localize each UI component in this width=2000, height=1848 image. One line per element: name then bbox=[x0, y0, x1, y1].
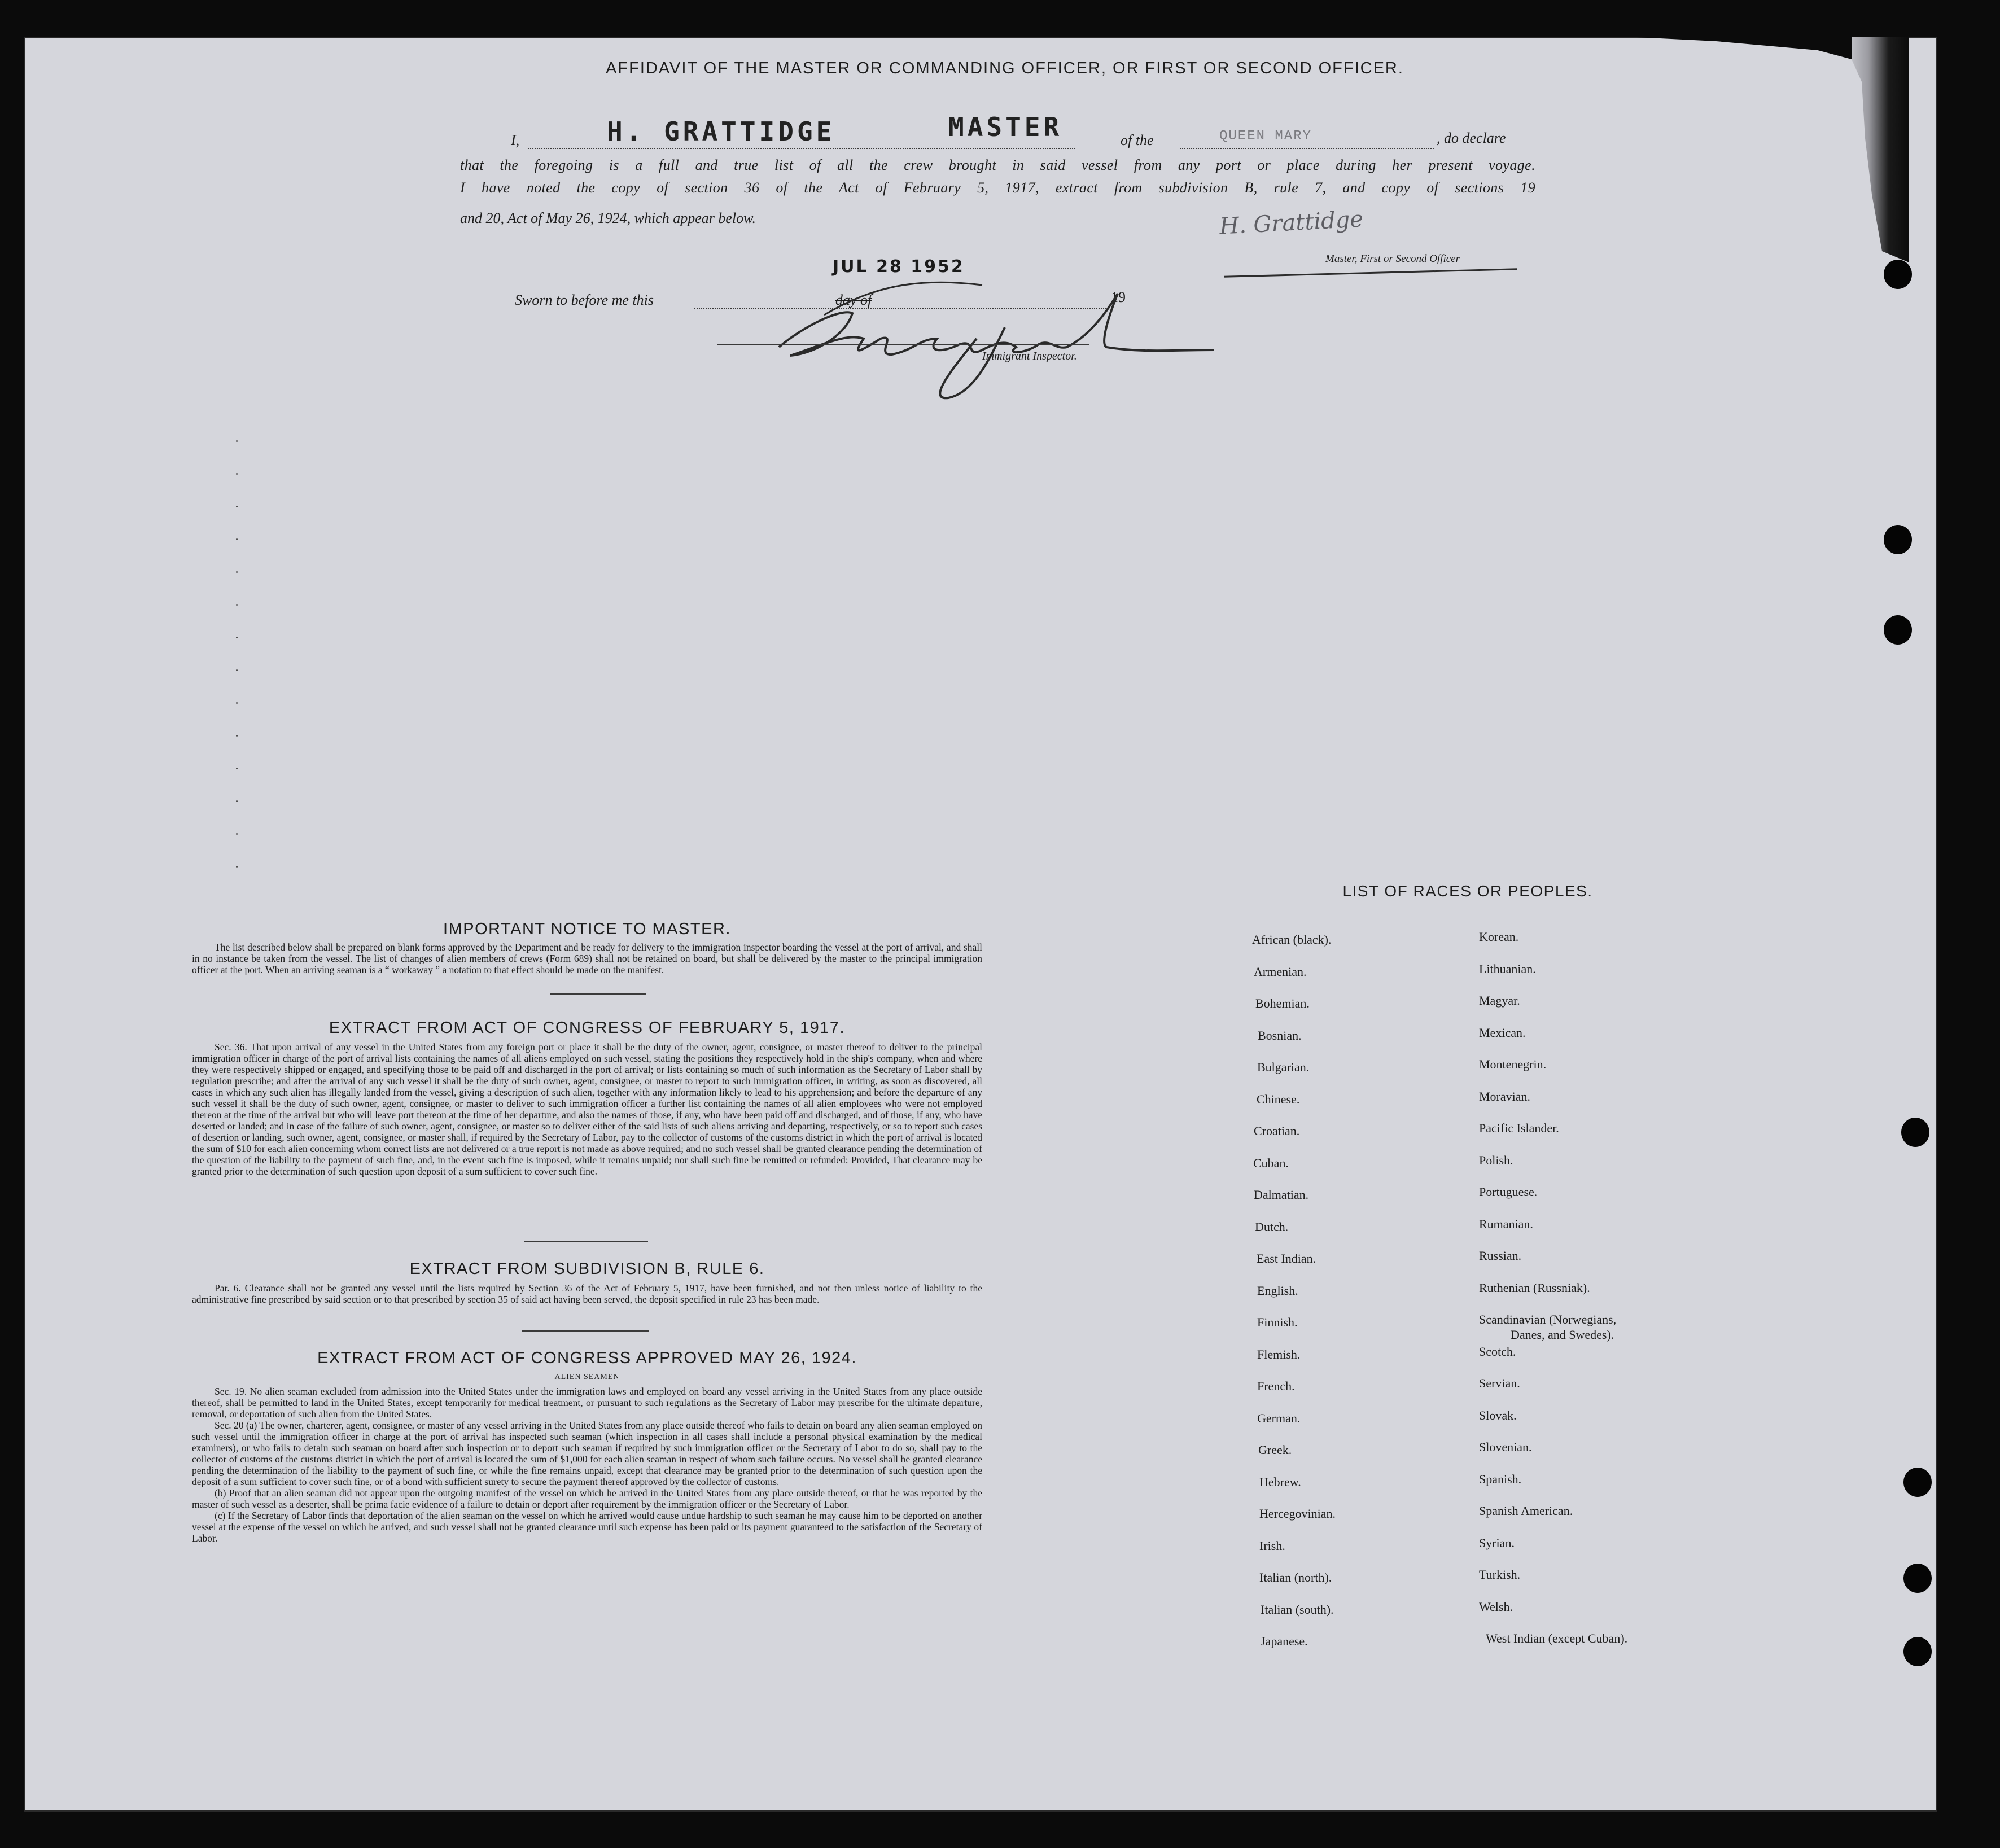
race-item: Montenegrin. bbox=[1479, 1057, 1547, 1071]
margin-dot bbox=[236, 473, 238, 475]
margin-dot bbox=[236, 702, 238, 704]
race-item: Slovak. bbox=[1479, 1408, 1517, 1422]
margin-dot bbox=[236, 440, 238, 442]
race-item: Spanish. bbox=[1479, 1472, 1522, 1486]
races-title: LIST OF RACES OR PEOPLES. bbox=[1342, 882, 1593, 900]
inspector-signature bbox=[711, 254, 1219, 412]
extract-1924-body bbox=[192, 1386, 982, 1544]
rule6-body: Par. 6. Clearance shall not be granted any vessel until the lists required by Section 36 of the Act of February 5, 1917, have been furnished, and not then unless notice of liability to the administrative fine prescribed by said section or to that prescribed by section 35 of said act having been served, the deposit specified in rule 23 has been made. bbox=[192, 1282, 982, 1305]
race-item: Bulgarian. bbox=[1257, 1060, 1310, 1074]
affidavit-line-3: I have noted the copy of section 36 of the Act of February 5, 1917, extract from subdivision B, rule 7, and copy of sections 19 bbox=[460, 179, 1535, 196]
race-item: English. bbox=[1257, 1283, 1298, 1298]
race-item: Armenian. bbox=[1254, 964, 1307, 979]
race-item: Lithuanian. bbox=[1479, 961, 1536, 976]
affidavit-line-4: and 20, Act of May 26, 1924, which appear below. bbox=[460, 210, 756, 226]
master-caption bbox=[1325, 253, 1460, 265]
race-item: Finnish. bbox=[1257, 1315, 1298, 1329]
day-of-label: day of bbox=[835, 292, 872, 308]
race-item: Servian. bbox=[1479, 1376, 1520, 1390]
race-item: Spanish American. bbox=[1479, 1504, 1573, 1518]
binder-hole bbox=[1884, 615, 1912, 645]
sec-20a-paragraph: Sec. 20 (a) The owner, charterer, agent, consignee, or master of any vessel arriving in the United States from any place outside thereof who fails to detain on board any alien seaman employed on such vessel until the immigration officer in charge at the port of arrival has inspected such seaman (which inspection in all cases shall include a personal physical examination by the medical examiners), or who fails to detain such seaman on board after such inspection or to deport such seaman if required by such immigration officer or the Secretary of Labor to do so, shall pay to the collector of customs of the customs district in which the port of arrival is located the sum of $1,000 for each alien seaman in respect of whom such failure occurs. No vessel shall be granted clearance pending the determination of the liability to the payment of such fine, or while the fine remains unpaid, except that clearance may be granted prior to the determination of such question upon the deposit of a sum sufficient to cover such fine, or of a bond with sufficient surety to secure the payment thereof approved by the collector of customs. bbox=[192, 1420, 982, 1487]
inspector-caption: Immigrant Inspector. bbox=[982, 350, 1077, 362]
sec-20b-paragraph: (b) Proof that an alien seaman did not appear upon the outgoing manifest of the vessel on which he arrived in the United States from any place outside thereof, or that he was reported by the master of such vessel as a deserter, shall be prima facie evidence of a failure to detain or deport after requirement by the immigration officer or the Secretary of Labor. bbox=[192, 1487, 982, 1510]
sec-20c-paragraph: (c) If the Secretary of Labor finds that deportation of the alien seaman on the vessel on which he arrived would cause undue hardship to such seaman he may cause him to be deported on another vessel at the expense of the vessel on which he arrived, and such vessel shall not be granted clearance until such expense has been paid or its payment guaranteed to the satisfaction of the Secretary of Labor. bbox=[192, 1510, 982, 1544]
race-item: Russian. bbox=[1479, 1249, 1522, 1263]
vessel-blank-line bbox=[1180, 148, 1434, 149]
margin-dot bbox=[236, 604, 238, 606]
notice-body: The list described below shall be prepared on blank forms approved by the Department and be ready for delivery to the immigration inspector boarding the vessel at the port of arrival, and shall in no instance be taken from the vessel. The list of changes of alien members of crews (Form 689) shall not be retained on board, but shall be delivered by the master to the principal immigration officer at the port. When an arriving seaman is a “ workaway ” a notation to that effect should be made on the manifest. bbox=[192, 941, 982, 975]
race-item: Slovenian. bbox=[1479, 1440, 1532, 1454]
rule6-title: EXTRACT FROM SUBDIVISION B, RULE 6. bbox=[409, 1260, 765, 1278]
race-item: Chinese. bbox=[1257, 1092, 1300, 1106]
race-item: West Indian (except Cuban). bbox=[1486, 1631, 1628, 1645]
date-stamp: JUL 28 1952 bbox=[833, 257, 965, 277]
binder-hole bbox=[1901, 1118, 1929, 1147]
race-item: Moravian. bbox=[1479, 1089, 1531, 1103]
do-declare-label: , do declare bbox=[1437, 130, 1506, 146]
race-item: Dalmatian. bbox=[1254, 1188, 1309, 1202]
affidavit-title: AFFIDAVIT OF THE MASTER OR COMMANDING OFFICER, OR FIRST OR SECOND OFFICER. bbox=[606, 59, 1404, 77]
margin-dot bbox=[236, 866, 238, 868]
race-item: Flemish. bbox=[1257, 1347, 1301, 1361]
race-item: Pacific Islander. bbox=[1479, 1121, 1559, 1135]
race-item: French. bbox=[1257, 1379, 1295, 1393]
master-caption-plain: Master, bbox=[1325, 253, 1360, 265]
notice-divider bbox=[550, 993, 646, 995]
affidavit-i-label: I, bbox=[511, 132, 520, 148]
race-item: African (black). bbox=[1252, 932, 1332, 947]
race-item: Turkish. bbox=[1479, 1567, 1521, 1582]
race-item: Scandinavian (Norwegians, bbox=[1479, 1312, 1617, 1326]
race-item: Bosnian. bbox=[1258, 1028, 1302, 1043]
race-item: Bohemian. bbox=[1255, 996, 1310, 1010]
margin-dot bbox=[236, 768, 238, 769]
margin-dot bbox=[236, 538, 238, 540]
race-item: Syrian. bbox=[1479, 1535, 1515, 1550]
race-item: Korean. bbox=[1479, 930, 1519, 944]
master-name-handwritten: H. GRATTIDGE bbox=[607, 116, 835, 147]
binder-hole bbox=[1884, 525, 1912, 554]
margin-dot bbox=[236, 506, 238, 507]
margin-dot bbox=[236, 669, 238, 671]
of-the-label: of the bbox=[1121, 132, 1154, 148]
rule6-divider bbox=[522, 1330, 649, 1332]
sec-19-paragraph: Sec. 19. No alien seaman excluded from admission into the United States under the immigration laws and employed on board any vessel arriving in the United States from any place outside thereof, shall be permitted to land in the United States, except temporarily for medical treatment, or pursuant to such regulations as the Secretary of Labor may prescribe for the ultimate departure, removal, or deportation of such alien from the United States. bbox=[192, 1386, 982, 1420]
race-item: Rumanian. bbox=[1479, 1216, 1533, 1231]
race-item: Hebrew. bbox=[1259, 1474, 1301, 1489]
extract-1924-title: EXTRACT FROM ACT OF CONGRESS APPROVED MAY 26, 1924. bbox=[317, 1349, 857, 1367]
binder-hole bbox=[1903, 1468, 1932, 1497]
extract-1924-subtitle: ALIEN SEAMEN bbox=[554, 1373, 620, 1381]
extract-1917-divider bbox=[524, 1241, 648, 1242]
margin-dot bbox=[236, 637, 238, 638]
race-item: East Indian. bbox=[1257, 1251, 1316, 1265]
race-item: Polish. bbox=[1479, 1153, 1513, 1167]
name-blank-line bbox=[528, 148, 1075, 149]
extract-1917-title: EXTRACT FROM ACT OF CONGRESS OF FEBRUARY 5, 1917. bbox=[329, 1019, 846, 1037]
margin-dot bbox=[236, 800, 238, 802]
race-item: Irish. bbox=[1259, 1538, 1285, 1553]
affidavit-line-2: that the foregoing is a full and true list of all the crew brought in said vessel from any port or place during her present voyage. bbox=[460, 157, 1535, 173]
sworn-label: Sworn to before me this bbox=[515, 292, 654, 308]
race-item-scandinavian-cont: Danes, and Swedes). bbox=[1511, 1328, 1614, 1342]
race-item: Croatian. bbox=[1254, 1124, 1300, 1138]
margin-dot bbox=[236, 833, 238, 835]
binder-hole bbox=[1884, 260, 1912, 289]
vessel-name-typed: QUEEN MARY bbox=[1219, 129, 1312, 144]
master-caption-struck: First or Second Officer bbox=[1360, 253, 1460, 265]
race-item: Magyar. bbox=[1479, 993, 1520, 1008]
race-item: German. bbox=[1257, 1411, 1301, 1425]
race-item: Dutch. bbox=[1255, 1219, 1289, 1234]
race-item: Japanese. bbox=[1261, 1634, 1308, 1648]
year-label: 19 bbox=[1111, 289, 1126, 305]
race-item: Greek. bbox=[1258, 1443, 1292, 1457]
binder-hole bbox=[1903, 1637, 1932, 1666]
race-item: Italian (south). bbox=[1261, 1602, 1334, 1617]
master-rank-handwritten: MASTER bbox=[948, 112, 1063, 142]
race-item: Italian (north). bbox=[1259, 1570, 1332, 1584]
race-item: Scotch. bbox=[1479, 1344, 1516, 1359]
notice-title: IMPORTANT NOTICE TO MASTER. bbox=[443, 920, 731, 938]
race-item: Portuguese. bbox=[1479, 1185, 1538, 1199]
race-item: Hercegovinian. bbox=[1259, 1507, 1336, 1521]
binder-hole bbox=[1903, 1564, 1932, 1593]
race-item: Cuban. bbox=[1253, 1155, 1289, 1170]
margin-dot bbox=[236, 735, 238, 737]
inspector-signature-line bbox=[717, 344, 1089, 345]
race-item: Welsh. bbox=[1479, 1599, 1513, 1614]
extract-1917-body: Sec. 36. That upon arrival of any vessel in the United States from any foreign port or place it shall be the duty of the owner, agent, consignee, or master thereof to deliver to the principal immigration officer in charge of the port of arrival lists containing the names of all aliens employed on such vessel, stating the positions they respectively hold in the ship's company, when and where they were respectively shipped or engaged, and specifying those to be paid off and discharged in the port of arrival; or lists containing so much of such information as the Secretary of Labor shall by regulation prescribe; and after the arrival of any such vessel it shall be the duty of such owner, agent, consignee, or master to report to such immigration officer, in writing, as soon as discovered, all cases in which any such alien has illegally landed from the vessel, giving a description of such alien, together with any information likely to lead to his apprehension; and before the departure of any such vessel it shall be the duty of such owner, agent, consignee, or master to deliver to such immigration officer a further list containing the names of all alien employees who were not employed thereon at the time of the arrival but who will leave port thereon at the time of her departure, and also the names of those, if any, who have been paid off and discharged, and of those, if any, who have deserted or landed; and in case of the failure of such owner, agent, consignee, or master so to deliver either of the said lists of such aliens arriving and departing, respectively, or so to report such cases of desertion or landing, such owner, agent, consignee, or master shall, if required by the Secretary of Labor, pay to the collector of customs of the customs district in which the port of arrival is located the sum of $10 for each alien concerning whom correct lists are not delivered or a true report is not made as above required; and no such vessel shall be granted clearance pending the determination of the question of the liability to the payment of such fine, and, in the event such fine is imposed, while it remains unpaid; nor shall such fine be remitted or refunded: Provided, That clearance may be granted prior to the determination of such question upon deposit of a sum sufficient to cover such fine. bbox=[192, 1041, 982, 1177]
race-item: Mexican. bbox=[1479, 1025, 1526, 1040]
race-item: Ruthenian (Russniak). bbox=[1479, 1280, 1590, 1295]
master-signature: H. Grattidge bbox=[1218, 206, 1364, 240]
margin-dot bbox=[236, 571, 238, 573]
